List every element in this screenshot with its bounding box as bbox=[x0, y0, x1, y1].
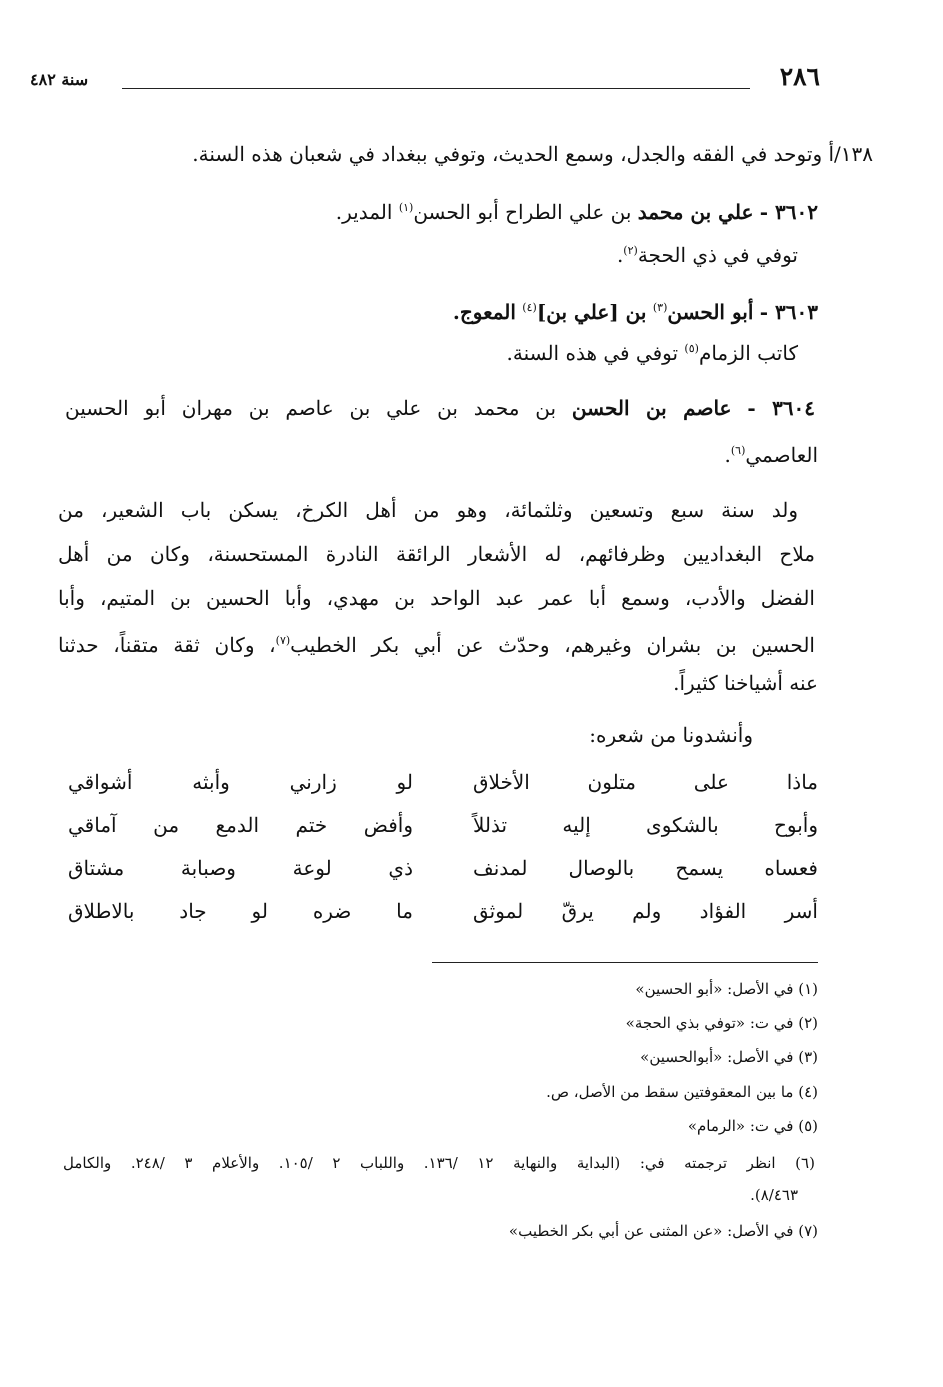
poem-intro: وأنشدونا من شعره: bbox=[589, 723, 753, 747]
entry-text: توفي في هذه السنة. bbox=[506, 341, 679, 365]
entry-text: المدير. bbox=[335, 200, 393, 224]
footnote-ref: (٧) bbox=[275, 634, 291, 647]
entry-3604-heading bbox=[65, 395, 815, 421]
entry-name: بن [علي بن] bbox=[536, 300, 647, 324]
running-title: سنة ٤٨٢ bbox=[30, 70, 89, 89]
paragraph-line-2: ملاح البغداديين وظرفائهم، له الأشعار الرائقة النادرة المستحسنة، وكان من أهل bbox=[58, 542, 815, 566]
page-number: ٢٨٦ bbox=[779, 62, 820, 91]
footnote-5: (٥) في ت: «الرمام» bbox=[687, 1117, 818, 1135]
poem-first-hemistich: ماذا على متلون الأخلاق bbox=[473, 770, 818, 794]
entry-name: علي بن محمد bbox=[637, 200, 754, 224]
entry-3602-heading bbox=[58, 195, 818, 225]
entry-3602-line-2: توفي في ذي الحجة$^{(٢)}$. bbox=[616, 243, 798, 267]
entry-text: بن محمد بن علي بن عاصم بن مهران أبو الحسين bbox=[65, 396, 557, 420]
poem-first-hemistich: فعساه يسمح بالوصال لمدنف bbox=[473, 856, 818, 880]
entry-number: ٣٦٠٤ - bbox=[747, 396, 816, 420]
manuscript-folio-marker: ١٣٨/أ bbox=[828, 142, 873, 166]
footnote-rule bbox=[432, 962, 818, 963]
header-rule bbox=[122, 88, 750, 89]
entry-name: المعوج. bbox=[452, 300, 516, 324]
paragraph-line-4: الحسين بن بشران وغيرهم، وحدّث عن أبي بكر الخطيب$^{(٧)}$، وكان ثقة متقناً، حدثنا bbox=[58, 633, 815, 657]
poem-verse bbox=[68, 899, 818, 933]
footnote-6-line-1: (٦) انظر ترجمته في: (البداية والنهاية ١٢ /١٣٦. واللباب ٢ /١٠٥. والأعلام ٣ /٢٤٨. والكامل bbox=[63, 1154, 815, 1172]
entry-name: عاصم بن الحسن bbox=[571, 396, 732, 420]
entry-number: ٣٦٠٢ - bbox=[759, 200, 818, 224]
poem-verse bbox=[68, 856, 818, 890]
footnote-ref: (٦) bbox=[730, 444, 746, 457]
text-line-1 bbox=[58, 141, 873, 167]
poem-second-hemistich: ما ضره لو جاد بالاطلاق bbox=[68, 899, 413, 923]
footnote-ref: (٣) bbox=[652, 301, 668, 314]
page-header bbox=[30, 62, 820, 96]
footnote-3: (٣) في الأصل: «أبوالحسين» bbox=[640, 1048, 818, 1066]
footnote-ref: (٢) bbox=[623, 244, 638, 257]
poem-second-hemistich: ذي لوعة وصبابة مشتاق bbox=[68, 856, 413, 880]
footnote-6-line-2: ٨/٤٦٣). bbox=[750, 1186, 798, 1204]
footnote-7: (٧) في الأصل: «عن المثنى عن أبي بكر الخطيب» bbox=[508, 1222, 818, 1240]
paragraph-line-1: ولد سنة سبع وتسعين وثلثمائة، وهو من أهل الكرخ، يسكن باب الشعير، من bbox=[58, 498, 798, 522]
paragraph-line-3: الفضل والأدب، وسمع أبا عمر عبد الواحد بن مهدي، وأبا الحسين بن المتيم، وأبا bbox=[58, 586, 815, 610]
footnote-4: (٤) ما بين المعقوفتين سقط من الأصل، ص. bbox=[546, 1083, 818, 1101]
text-line-content: وتوحد في الفقه والجدل، وسمع الحديث، وتوفي ببغداد في شعبان هذه السنة. bbox=[192, 142, 823, 166]
entry-text: بن علي الطراح أبو الحسن bbox=[413, 200, 632, 224]
entry-number: ٣٦٠٣ - bbox=[759, 300, 818, 324]
poem-second-hemistich: وأفض ختم الدمع من آماقي bbox=[68, 813, 413, 837]
entry-text: توفي في ذي الحجة bbox=[637, 243, 798, 267]
footnote-ref: (١) bbox=[398, 201, 414, 214]
entry-text: العاصمي bbox=[745, 443, 818, 467]
footnote-ref: (٤) bbox=[522, 301, 537, 314]
poem-second-hemistich: لو زارني وأبثه أشواقي bbox=[68, 770, 413, 794]
entry-3604-line-2: العاصمي$^{(٦)}$. bbox=[724, 443, 818, 467]
entry-3603-line-2 bbox=[38, 336, 798, 366]
paragraph-line-5: عنه أشياخنا كثيراً. bbox=[673, 671, 818, 695]
footnote-1: (١) في الأصل: «أبو الحسين» bbox=[635, 980, 818, 998]
poem-first-hemistich: وأبوح بالشكوى إليه تذللاً bbox=[473, 813, 818, 837]
poem-verse bbox=[68, 770, 818, 804]
entry-text: كاتب الزمام bbox=[698, 341, 798, 365]
poem-first-hemistich: أسر الفؤاد ولم يرقّ لموثق bbox=[473, 899, 818, 923]
entry-3603-heading bbox=[58, 295, 818, 325]
entry-name: أبو الحسن bbox=[667, 300, 754, 324]
poem-verse bbox=[68, 813, 818, 847]
footnote-2: (٢) في ت: «توفي بذي الحجة» bbox=[625, 1014, 818, 1032]
footnote-ref: (٥) bbox=[684, 342, 699, 355]
